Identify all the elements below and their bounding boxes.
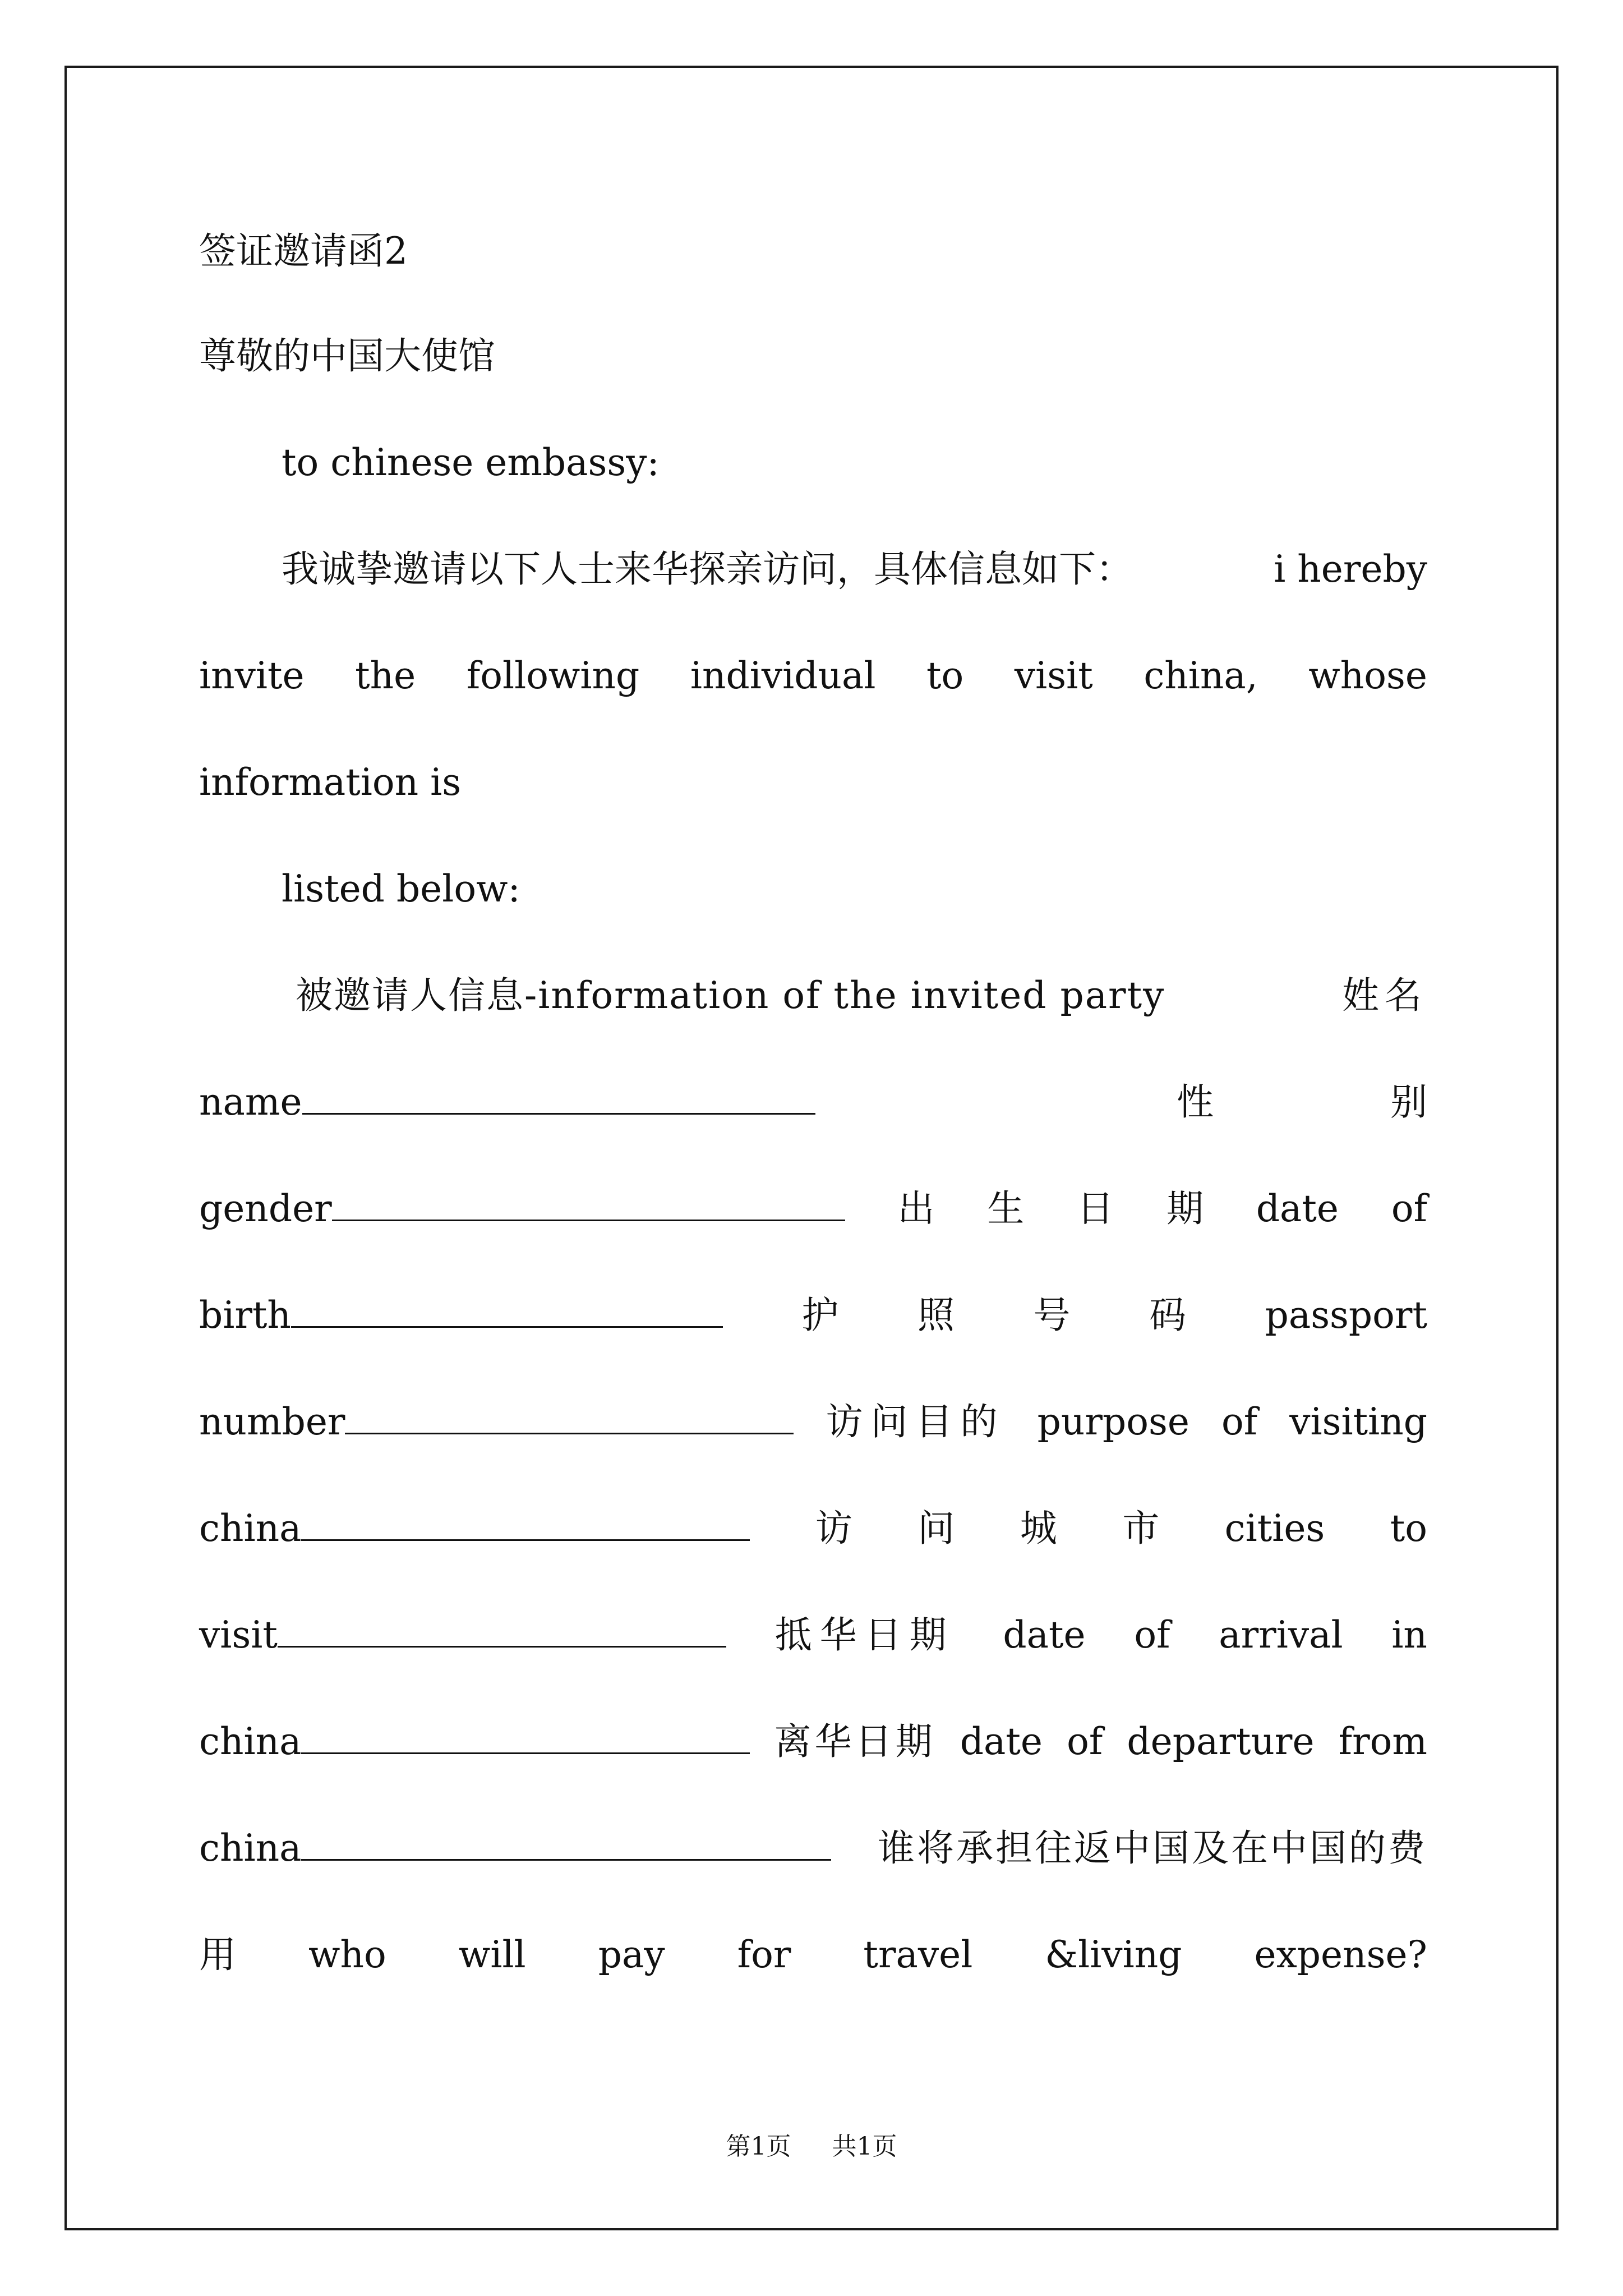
intro-line-3: information is (199, 761, 462, 804)
passport-label-en-2: number (199, 1400, 345, 1443)
intro-word: to (926, 654, 964, 697)
page-border (64, 66, 1559, 2230)
cities-label-cn: 城 (1020, 1507, 1057, 1550)
purpose-label-en-2: china (199, 1507, 302, 1550)
cities-label-cn: 问 (917, 1507, 955, 1550)
arrival-blank[interactable] (301, 1713, 750, 1754)
departure-field (199, 1818, 831, 1879)
passport-label-cn: 照 (917, 1294, 955, 1337)
departure-label-en: date (960, 1720, 1043, 1763)
page-number-total: 共1页 (832, 2132, 897, 2161)
section-heading-line (199, 965, 1427, 1027)
departure-blank[interactable] (301, 1820, 831, 1861)
birth-blank[interactable] (291, 1287, 723, 1328)
passport-blank[interactable] (345, 1393, 794, 1434)
intro-en-a: i hereby (1274, 547, 1427, 591)
birth-label-en: of (1391, 1187, 1427, 1230)
intro-word: visit (1014, 654, 1093, 697)
passport-label-en: passport (1265, 1294, 1427, 1337)
expense-label-cn: 谁将承担往返中国及在中国的费 (878, 1826, 1427, 1870)
intro-word: invite (199, 654, 305, 697)
intro-cn: 我诚挚邀请以下人士来华探亲访问，具体信息如下： (282, 547, 1133, 591)
arrival-label-en-2: china (199, 1720, 302, 1763)
cities-arrival-line (199, 1604, 1427, 1666)
name-label-cn: 姓名 (1342, 974, 1427, 1017)
passport-label-cn: 码 (1149, 1294, 1187, 1337)
expense-word: will (458, 1933, 526, 1976)
gender-label-cn-2: 别 (1390, 1080, 1427, 1124)
arrival-label-en: date (1003, 1613, 1086, 1657)
gender-label-cn-1: 性 (1177, 1080, 1214, 1124)
birth-label-en: date (1256, 1187, 1339, 1230)
expense-word: &living (1045, 1933, 1182, 1976)
arrival-label-en: in (1391, 1613, 1427, 1657)
arrival-label-en: of (1134, 1613, 1170, 1657)
intro-word: whose (1308, 654, 1427, 697)
intro-line-4: listed below: (282, 867, 520, 910)
cities-blank[interactable] (278, 1607, 726, 1648)
intro-word: the (355, 654, 416, 697)
purpose-field (199, 1498, 750, 1559)
birth-label-en-2: birth (199, 1294, 291, 1337)
intro-word: china, (1144, 654, 1258, 697)
arrival-field (199, 1711, 750, 1773)
gender-field (199, 1178, 845, 1240)
passport-field (199, 1391, 794, 1453)
name-label-en: name (199, 1080, 302, 1124)
page-footer (0, 2126, 1623, 2162)
name-field (199, 1071, 815, 1133)
cities-label-en: cities (1224, 1507, 1325, 1550)
birth-field (199, 1285, 723, 1346)
expense-line (199, 1924, 1427, 1986)
purpose-label-en: of (1221, 1400, 1258, 1443)
intro-word: following (466, 654, 640, 697)
section-heading: 被邀请人信息-information of the invited party (296, 974, 1165, 1017)
document-title: 签证邀请函2 (199, 229, 408, 273)
purpose-label-en: purpose (1037, 1400, 1189, 1443)
intro-word: individual (690, 654, 876, 697)
passport-label-cn: 护 (801, 1294, 839, 1337)
departure-label-cn: 离华日期 (774, 1720, 936, 1763)
departure-label-en: of (1067, 1720, 1103, 1763)
expense-word: expense? (1254, 1933, 1427, 1976)
salutation-en: to chinese embassy: (282, 441, 660, 484)
intro-line-2 (199, 645, 1427, 707)
gender-blank[interactable] (332, 1180, 845, 1221)
cities-label-cn: 访 (815, 1507, 852, 1550)
departure-label-en-2: china (199, 1826, 302, 1870)
arrival-label-en: arrival (1219, 1613, 1343, 1657)
passport-label-cn: 号 (1033, 1294, 1071, 1337)
birth-passport-line (199, 1285, 1427, 1346)
name-gender-line (199, 1071, 1427, 1133)
purpose-cities-line (199, 1498, 1427, 1559)
arrival-label-cn: 抵华日期 (774, 1613, 955, 1657)
salutation-cn: 尊敬的中国大使馆 (199, 334, 495, 378)
gender-label-en: gender (199, 1187, 332, 1230)
expense-word: who (308, 1933, 386, 1976)
cities-label-en-2: visit (199, 1613, 278, 1657)
purpose-label-cn: 访问目的 (826, 1400, 1006, 1443)
cities-label-cn: 市 (1122, 1507, 1160, 1550)
birth-label-cn: 期 (1166, 1187, 1204, 1230)
name-blank[interactable] (302, 1074, 815, 1115)
arrival-departure-line (199, 1711, 1427, 1773)
birth-label-cn: 生 (987, 1187, 1025, 1230)
expense-word: pay (598, 1933, 665, 1976)
departure-expense-line (199, 1818, 1427, 1879)
cities-label-en: to (1390, 1507, 1427, 1550)
intro-line-1 (199, 539, 1427, 600)
expense-word: travel (863, 1933, 973, 1976)
birth-label-cn: 出 (897, 1187, 935, 1230)
page-number-current: 第1页 (726, 2132, 791, 2161)
gender-birth-line (199, 1178, 1427, 1240)
passport-purpose-line (199, 1391, 1427, 1453)
departure-label-en: from (1338, 1720, 1427, 1763)
departure-label-en: departure (1127, 1720, 1315, 1763)
purpose-blank[interactable] (301, 1500, 750, 1541)
expense-word: 用 (199, 1933, 236, 1976)
purpose-label-en: visiting (1289, 1400, 1427, 1443)
expense-word: for (737, 1933, 791, 1976)
birth-label-cn: 日 (1077, 1187, 1114, 1230)
cities-field (199, 1604, 726, 1666)
